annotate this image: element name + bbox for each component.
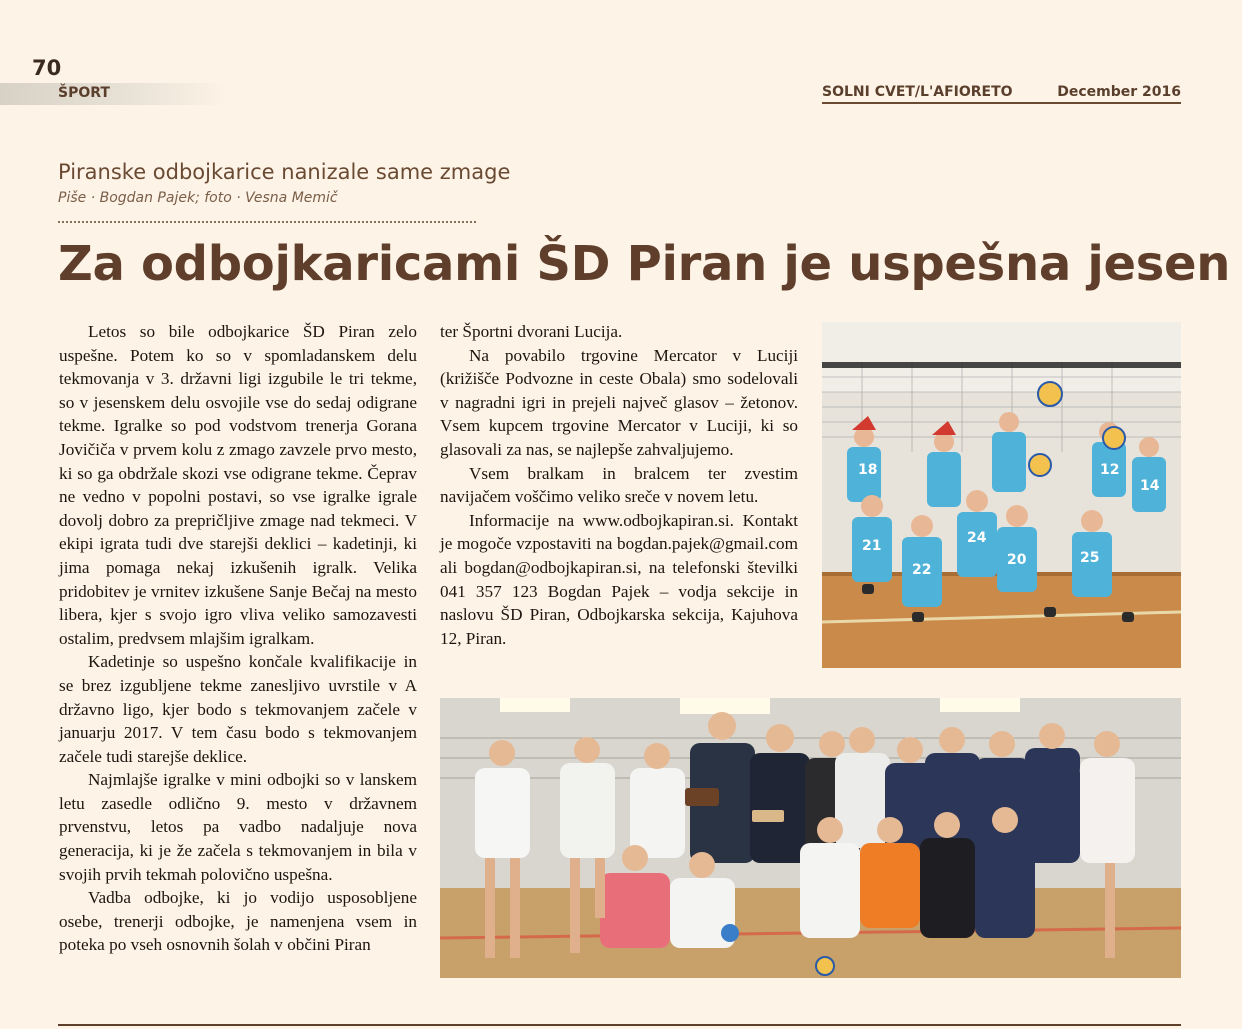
paragraph: ter Športni dvorani Lucija. — [440, 322, 623, 341]
issue-date: December 2016 — [1057, 84, 1181, 100]
article-column-1 — [59, 320, 417, 957]
article-byline: Piše · Bogdan Pajek; foto · Vesna Memič — [58, 190, 338, 206]
paragraph: Letos so bile odbojkarice ŠD Piran zelo uspešne. Potem ko so v spomladanskem delu tekmovanja v 3. državni ligi izgubile le tri tekme, so v jesenskem delu osvojile vse do sedaj odigrane tekme. Igralke so pod vodstvom trenerja Gorana Jovičiča v prvem kolu z zmago zavzele prvo mesto, ki so ga obdržale skozi vse odigrane tekme. Čeprav ne vedno v popolni postavi, so vse igralke igrale dovolj dobro za prepričljive zmage nad tekmeci. V ekipi igrata tudi dve starejši deklici – kadetinji, ki jima pomaga nekaj izkušenih igralk. Velika pridobitev je vrnitev izkušene Sanje Bečaj na mesto libera, kjer s svojo igro vliva veliko samozavesti ostalim, predvsem mlajšim igralkam. — [59, 322, 417, 648]
team-photo-young-players — [822, 322, 1181, 668]
jersey-number: 14 — [1140, 478, 1160, 494]
article-kicker: Piranske odbojkarice nanizale same zmage — [58, 160, 511, 184]
page-number: 70 — [32, 56, 62, 80]
paragraph: Najmlajše igralke v mini odbojki so v lanskem letu zasedle odlično 9. mesto v državnem prvenstvu, letos pa vadbo nadaljuje nova generacija, ki je že začela s tekmovanjem in bila v svojih prvih tekmah polovično uspešna. — [59, 770, 417, 884]
jersey-number: 24 — [967, 530, 987, 546]
group-photo — [440, 698, 1181, 978]
article-headline: Za odbojkaricami ŠD Piran je uspešna jesen — [58, 236, 1231, 292]
jersey-number: 18 — [858, 462, 878, 478]
dotted-divider — [58, 221, 476, 223]
jersey-number: 12 — [1100, 462, 1120, 478]
jersey-number: 20 — [1007, 552, 1027, 568]
paragraph: Vadba odbojke, ki jo vodijo usposobljene osebe, trenerji odbojke, je namenjena vsem in poteka po vseh osnovnih šolah v občini Piran — [59, 888, 417, 955]
jersey-number: 25 — [1080, 550, 1100, 566]
running-header — [822, 84, 1181, 104]
section-bar — [0, 83, 226, 105]
paragraph: Informacije na www.odbojkapiran.si. Kontakt je mogoče vzpostaviti na bogdan.pajek@gmail.com ali bogdan@odbojkapiran.si, na telefonski številki 041 357 123 Bogdan Pajek – vodja sekcije in naslovu ŠD Piran, Odbojkarska sekcija, Kajuhova 12, Piran. — [440, 510, 798, 648]
jersey-number: 21 — [862, 538, 882, 554]
jersey-number: 22 — [912, 562, 932, 578]
paragraph: Vsem bralkam in bralcem ter zvestim navijačem voščimo veliko sreče v novem letu. — [440, 463, 798, 507]
bottom-rule — [58, 1024, 1181, 1026]
article-column-2 — [440, 320, 798, 650]
paragraph: Kadetinje so uspešno končale kvalifikacije in se brez izgubljene tekme zanesljivo uvrstile v A državno ligo, kjer bodo s tekmovanjem začele v januarju 2017. V tem času bodo s tekmovanjem začele tudi starejše deklice. — [59, 652, 417, 766]
paragraph: Na povabilo trgovine Mercator v Luciji (križišče Podvozne in ceste Obala) smo sodelovali v nagradni igri in prejeli največ glasov – žetonov. Vsem kupcem trgovine Mercator v Luciji, ki so glasovali za nas, se najlepše zahvaljujemo. — [440, 345, 798, 459]
section-label: ŠPORT — [58, 85, 110, 101]
publication-name: SOLNI CVET/L'AFIORETO — [822, 84, 1013, 100]
